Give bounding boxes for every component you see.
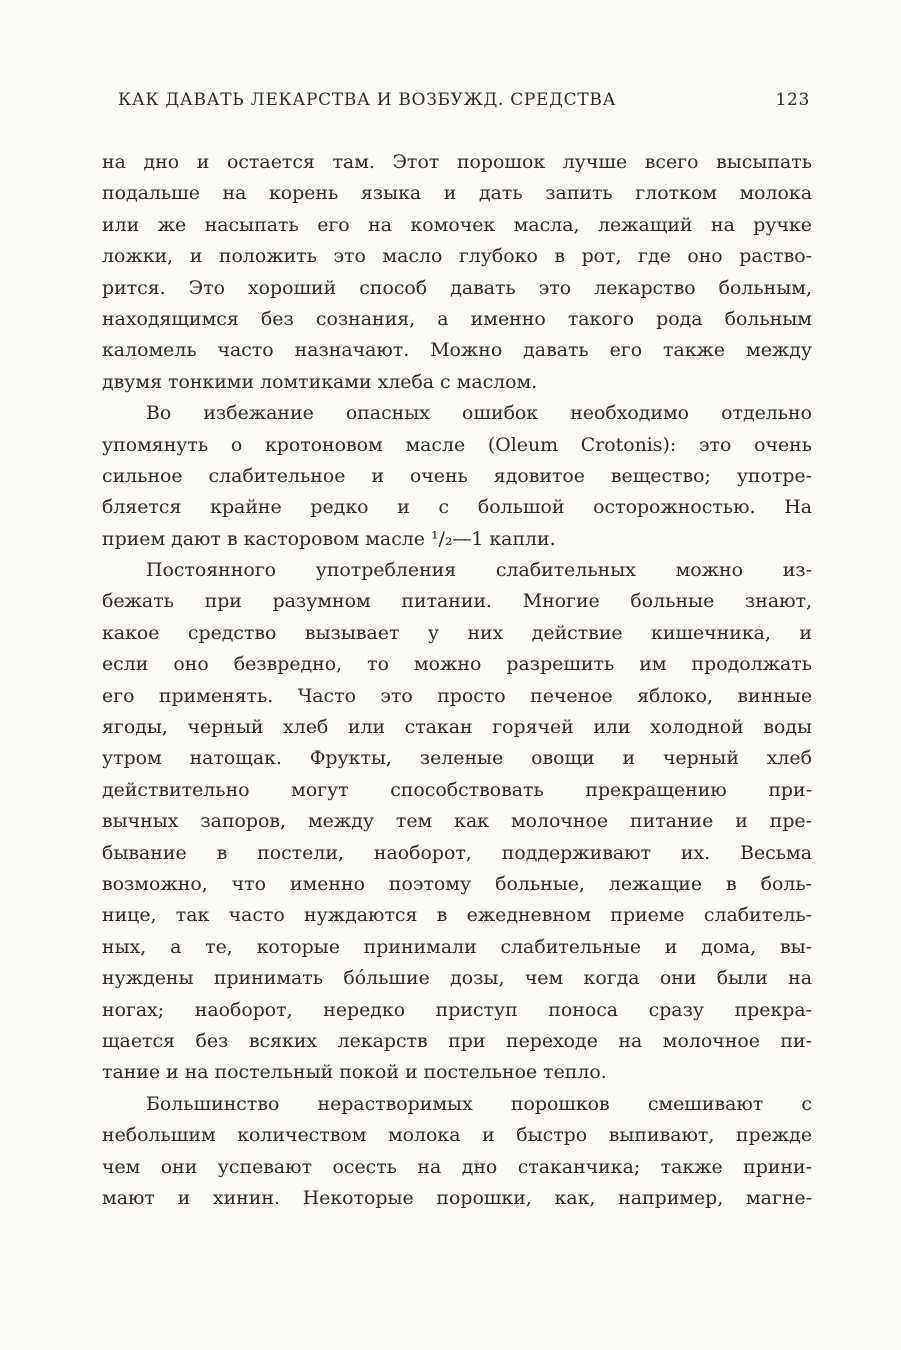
text-line: Большинство нерастворимых порошков смешивают с bbox=[146, 1092, 812, 1115]
body-text bbox=[102, 147, 812, 1214]
text-line: бывание в постели, наоборот, поддерживают их. Весьма bbox=[102, 841, 812, 864]
text-line: щается без всяких лекарств при переходе на молочное пи- bbox=[102, 1029, 812, 1052]
page-number: 123 bbox=[775, 90, 810, 110]
text-line: бежать при разумном питании. Многие больные знают, bbox=[102, 590, 812, 613]
text-line: чем они успевают осесть на дно стаканчика; также прини- bbox=[102, 1155, 812, 1178]
text-line: вычных запоров, между тем как молочное питание и пре- bbox=[102, 810, 812, 833]
text-line: бляется крайне редко и с большой осторожностью. На bbox=[102, 496, 812, 519]
text-line: тание и на постельный покой и постельное тепло. bbox=[102, 1061, 607, 1084]
text-line: нуждены принимать бо́льшие дозы, чем когда они были на bbox=[102, 967, 812, 990]
text-line: мают и хинин. Некоторые порошки, как, например, магне- bbox=[102, 1186, 812, 1209]
text-line: какое средство вызывает у них действие кишечника, и bbox=[102, 621, 812, 644]
text-line: ногах; наоборот, нередко приступ поноса сразу прекра- bbox=[102, 998, 812, 1021]
text-line: Во избежание опасных ошибок необходимо отдельно bbox=[146, 402, 812, 425]
text-line: упомянуть о кротоновом масле (Oleum Crotonis): это очень bbox=[102, 433, 812, 456]
paragraph-1 bbox=[102, 147, 812, 398]
text-line: ных, а те, которые принимали слабительные и дома, вы- bbox=[102, 935, 812, 958]
text-line: прием дают в касторовом масле ¹/₂—1 капли. bbox=[102, 527, 556, 550]
text-line: находящимся без сознания, а именно такого рода больным bbox=[102, 307, 812, 330]
text-line: сильное слабительное и очень ядовитое вещество; употре- bbox=[102, 464, 812, 487]
text-line: ягоды, черный хлеб или стакан горячей или холодной воды bbox=[102, 716, 812, 739]
text-line: его применять. Часто это просто печеное яблоко, винные bbox=[102, 684, 812, 707]
text-line: возможно, что именно поэтому больные, лежащие в боль- bbox=[102, 872, 812, 895]
page-header bbox=[118, 90, 810, 114]
text-line: Постоянного употребления слабительных можно из- bbox=[146, 559, 812, 582]
text-line: небольшим количеством молока и быстро выпивают, прежде bbox=[102, 1124, 812, 1147]
text-line: на дно и остается там. Этот порошок лучше всего высыпать bbox=[102, 151, 812, 173]
running-title: КАК ДАВАТЬ ЛЕКАРСТВА И ВОЗБУЖД. СРЕДСТВА bbox=[118, 90, 617, 110]
paragraph-2 bbox=[102, 398, 812, 555]
text-line: ложки, и положить это масло глубоко в рот, где оно раство- bbox=[102, 245, 812, 268]
text-line: если оно безвредно, то можно разрешить им продолжать bbox=[102, 653, 812, 676]
text-line: нице, так часто нуждаются в ежедневном приеме слабитель- bbox=[102, 904, 812, 927]
text-line: действительно могут способствовать прекращению при- bbox=[102, 778, 812, 801]
text-line: каломель часто назначают. Можно давать его также между bbox=[102, 339, 812, 362]
text-line: или же насыпать его на комочек масла, лежащий на ручке bbox=[102, 213, 812, 236]
text-line: подальше на корень языка и дать запить глотком молока bbox=[102, 182, 812, 205]
text-line: двумя тонкими ломтиками хлеба с маслом. bbox=[102, 370, 538, 393]
text-line: утром натощак. Фрукты, зеленые овощи и черный хлеб bbox=[102, 747, 812, 770]
paragraph-3 bbox=[102, 555, 812, 1089]
text-line: рится. Это хороший способ давать это лекарство больным, bbox=[102, 276, 812, 299]
paragraph-4 bbox=[102, 1089, 812, 1215]
